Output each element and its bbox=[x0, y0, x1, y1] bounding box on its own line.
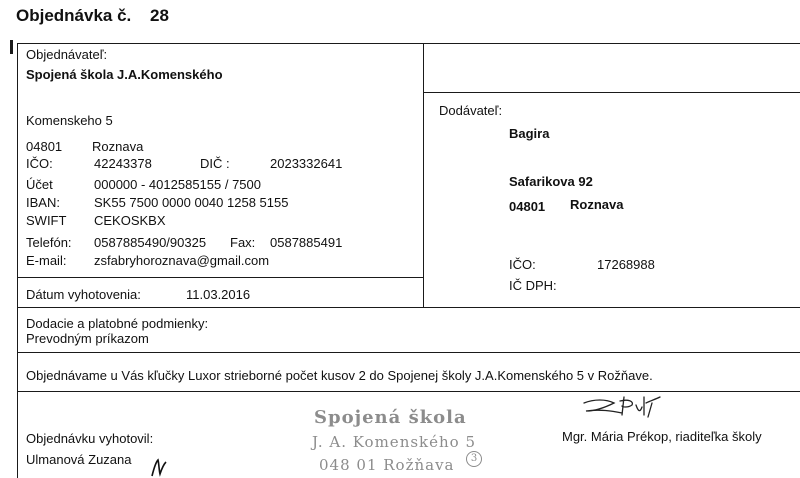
order-number: 28 bbox=[150, 6, 169, 25]
buyer-street: Komenskeho 5 bbox=[26, 113, 113, 128]
buyer-name: Spojená škola J.A.Komenského bbox=[26, 67, 223, 82]
issue-date-label: Dátum vyhotovenia: bbox=[26, 287, 141, 302]
supplier-zip: 04801 bbox=[509, 199, 546, 214]
document-title bbox=[16, 6, 169, 26]
buyer-email-label: E-mail: bbox=[26, 253, 67, 268]
buyer-phone-label: Telefón: bbox=[26, 235, 72, 250]
buyer-account-label: Účet bbox=[26, 177, 53, 192]
issue-date-value: 11.03.2016 bbox=[186, 287, 251, 302]
prepared-by-name: Ulmanová Zuzana bbox=[26, 452, 132, 467]
terms-heading: Dodacie a platobné podmienky: bbox=[26, 316, 209, 331]
order-text: Objednávame u Vás kľučky Luxor strieborné počet kusov 2 do Spojenej školy J.A.Komenského 5 v Rožňave. bbox=[26, 368, 653, 383]
stamp-line-1: Spojená škola bbox=[314, 407, 467, 428]
buyer-swift: CEKOSKBX bbox=[94, 213, 166, 228]
buyer-ico-label: IČO: bbox=[26, 156, 53, 171]
title-label: Objednávka č. bbox=[16, 6, 132, 25]
buyer-phone: 0587885490/90325 bbox=[94, 235, 207, 250]
buyer-fax: 0587885491 bbox=[270, 235, 343, 250]
buyer-ico: 42243378 bbox=[94, 156, 152, 171]
signatory-name: Mgr. Mária Prékop, riaditeľka školy bbox=[562, 429, 762, 444]
buyer-heading: Objednávateľ: bbox=[26, 47, 108, 62]
stamp-line-2: J. A. Komenského 5 bbox=[312, 433, 477, 451]
supplier-name: Bagira bbox=[509, 126, 550, 141]
director-signature bbox=[576, 393, 676, 423]
supplier-icdph-label: IČ DPH: bbox=[509, 278, 557, 293]
stamp-line-3: 048 01 Rožňava bbox=[319, 456, 455, 474]
buyer-dic: 2023332641 bbox=[270, 156, 343, 171]
supplier-ico: 17268988 bbox=[597, 257, 655, 272]
buyer-zip: 04801 bbox=[26, 139, 63, 154]
supplier-street: Safarikova 92 bbox=[509, 174, 593, 189]
buyer-fax-label: Fax: bbox=[230, 235, 256, 250]
buyer-account: 000000 - 4012585155 / 7500 bbox=[94, 177, 261, 192]
stamp-number: 3 bbox=[466, 451, 482, 467]
prepared-by-label: Objednávku vyhotovil: bbox=[26, 431, 154, 446]
buyer-dic-label: DIČ : bbox=[200, 156, 230, 171]
supplier-ico-label: IČO: bbox=[509, 257, 536, 272]
supplier-city: Roznava bbox=[570, 197, 624, 212]
buyer-iban-label: IBAN: bbox=[26, 195, 60, 210]
buyer-city: Roznava bbox=[92, 139, 144, 154]
buyer-email: zsfabryhoroznava@gmail.com bbox=[94, 253, 270, 268]
initials-signature bbox=[148, 452, 172, 478]
terms-value: Prevodným príkazom bbox=[26, 331, 149, 346]
buyer-swift-label: SWIFT bbox=[26, 213, 67, 228]
buyer-iban: SK55 7500 0000 0040 1258 5155 bbox=[94, 195, 289, 210]
supplier-heading: Dodávateľ: bbox=[439, 103, 503, 118]
